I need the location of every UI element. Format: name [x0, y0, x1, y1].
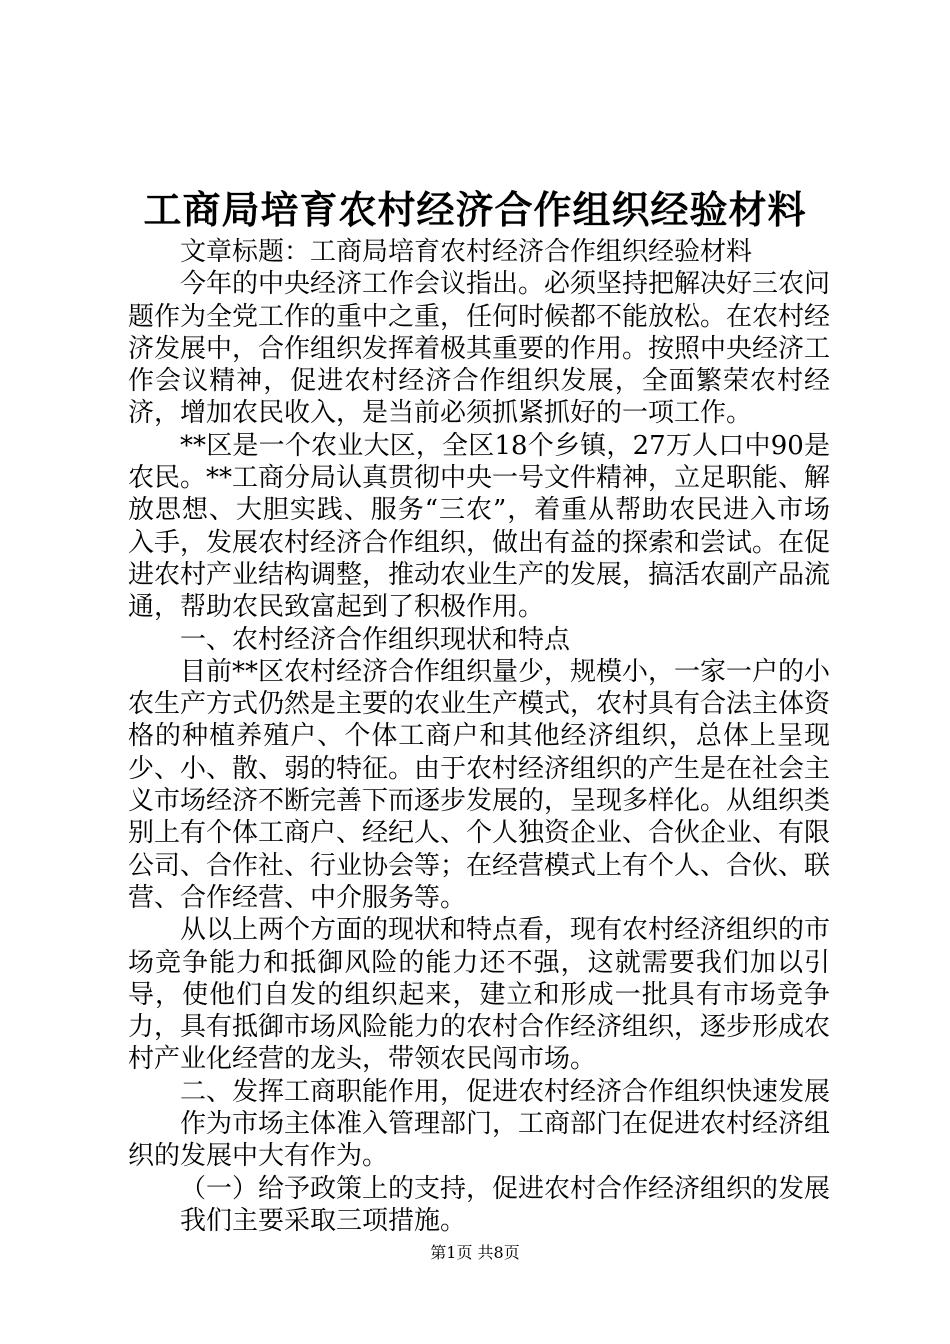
paragraph-measures: 我们主要采取三项措施。 — [180, 1205, 467, 1236]
subsection-heading-1: （一）给予政策上的支持，促进农村合作经济组织的发展 — [180, 1173, 831, 1204]
document-body — [128, 236, 830, 1237]
page-footer: 第1页 共8页 — [430, 1243, 520, 1262]
paragraph-current-status: 目前**区农村经济合作组织量少，规模小，一家一户的小农生产方式仍然是主要的农业生产模式，农村具有合法主体资格的种植养殖户、个体工商户和其他经济组织，总体上呈现少、小、散、弱的特征。由于农村经济组织的产生是在社会主义市场经济不断完善下而逐步发展的，呈现多样化。从组织类别上有个体工商户、经纪人、个人独资企业、合伙企业、有限公司、合作社、行业协会等；在经营模式上有个人、合伙、联营、合作经营、中介服务等。 — [128, 656, 831, 913]
paragraph-district-overview: **区是一个农业大区，全区18个乡镇，27万人口中90是农民。**工商分局认真贯彻中央一号文件精神，立足职能、解放思想、大胆实践、服务“三农”，着重从帮助农民进入市场入手，发展农村经济合作组织，做出有益的探索和尝试。在促进农村产业结构调整，推动农业生产的发展，搞活农副产品流通，帮助农民致富起到了积极作用。 — [128, 430, 831, 623]
section-heading-1: 一、农村经济合作组织现状和特点 — [180, 624, 571, 655]
document-title: 工商局培育农村经济合作组织经验材料 — [143, 187, 807, 232]
paragraph-intro: 今年的中央经济工作会议指出。必须坚持把解决好三农问题作为全党工作的重中之重，任何时候都不能放松。在农村经济发展中，合作组织发挥着极其重要的作用。按照中央经济工作会议精神，促进农村经济合作组织发展，全面繁荣农村经济，增加农民收入，是当前必须抓紧抓好的一项工作。 — [128, 269, 831, 429]
paragraph-article-title: 文章标题：工商局培育农村经济合作组织经验材料 — [180, 237, 753, 267]
paragraph-role: 作为市场主体准入管理部门，工商部门在促进农村经济组织的发展中大有作为。 — [128, 1109, 831, 1172]
section-heading-2: 二、发挥工商职能作用，促进农村经济合作组织快速发展 — [180, 1076, 831, 1107]
paragraph-analysis: 从以上两个方面的现状和特点看，现有农村经济组织的市场竞争能力和抵御风险的能力还不强，这就需要我们加以引导，使他们自发的组织起来，建立和形成一批具有市场竞争力，具有抵御市场风险能力的农村合作经济组织，逐步形成农村产业化经营的龙头，带领农民闯市场。 — [128, 915, 831, 1075]
